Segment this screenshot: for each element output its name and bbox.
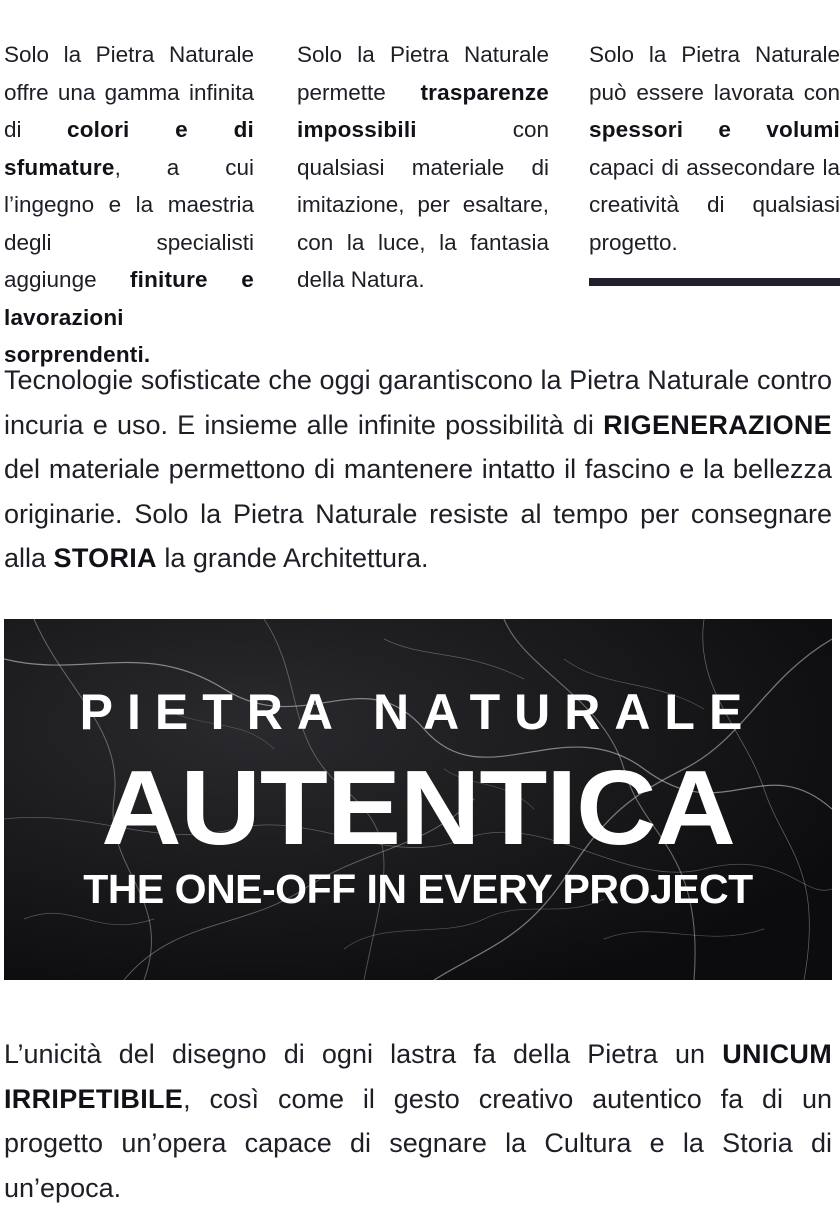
intro-text: del materiale permettono di mantenere intatto il fascino e la bellezza originarie. Solo la Pietra Naturale resiste al tempo per consegnare alla xyxy=(4,454,832,573)
column-text: Solo la Pietra Naturale permette xyxy=(297,42,549,105)
closing-text: , così come il gesto creativo autentico fa di un progetto un’opera capace di segnare la Cultura e la Storia di un’epoca. xyxy=(4,1083,832,1203)
banner-title-line2: AUTENTICA xyxy=(101,749,735,867)
banner-title-line1: PIETRA NATURALE xyxy=(79,684,757,740)
column-thickness xyxy=(589,36,840,261)
column-transparency xyxy=(297,36,549,299)
intro-highlight: RIGENERAZIONE xyxy=(603,409,832,440)
accent-bar xyxy=(589,278,840,286)
intro-text: Tecnologie sofisticate che oggi garantiscono la Pietra Naturale contro incuria e uso. E insieme alle infinite possibilità di xyxy=(4,365,832,440)
column-highlight: finiture e lavorazioni sorprendenti. xyxy=(4,267,254,367)
column-highlight: trasparenze impossibili xyxy=(297,79,549,142)
column-text: capaci di assecondare la creatività di qualsiasi progetto. xyxy=(589,154,840,255)
closing-text: L’unicità del disegno di ogni lastra fa della Pietra un xyxy=(4,1039,723,1069)
column-text: , a cui l’ingegno e la maestria degli specialisti aggiunge xyxy=(4,154,254,292)
three-column-section xyxy=(4,36,840,367)
closing-highlight: UNICUM IRRIPETIBILE xyxy=(4,1039,832,1114)
intro-paragraph xyxy=(4,358,832,581)
column-text: Solo la Pietra Naturale può essere lavorata con xyxy=(589,42,840,105)
column-colors xyxy=(4,36,254,374)
intro-highlight: STORIA xyxy=(53,543,157,573)
intro-text: la grande Architettura. xyxy=(156,543,429,573)
column-highlight: colori e di sfumature xyxy=(4,117,254,180)
column-text: con qualsiasi materiale di imitazione, per esaltare, con la luce, la fantasia della Natura. xyxy=(297,117,549,292)
banner-tagline: THE ONE-OFF IN EVERY PROJECT xyxy=(83,866,753,912)
column-highlight: spessori e volumi xyxy=(589,117,840,142)
column-text: Solo la Pietra Naturale offre una gamma infinita di xyxy=(4,42,254,142)
closing-paragraph xyxy=(4,1032,832,1210)
